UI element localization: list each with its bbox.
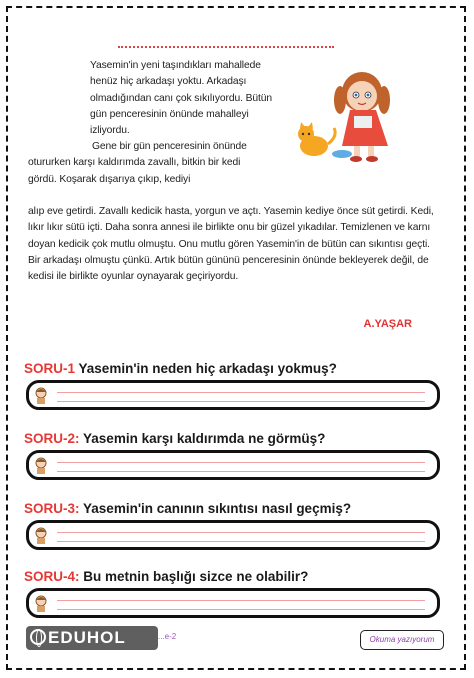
kid-icon (33, 387, 49, 405)
globe-icon (30, 629, 46, 645)
answer-line (57, 471, 425, 472)
girl-with-cat-illustration (284, 66, 414, 166)
question-4-title (24, 568, 448, 586)
kid-icon (33, 527, 49, 545)
story-paragraph-1: Yasemin'in yeni taşındıkları mahallede henüz hiç arkadaşı yoktu. Arkadaşı olmadığından canı çok sıkılıyordu. Bütün gün penceresinin önünde mahalleyi izliyordu. (90, 60, 273, 137)
author-name: A.YAŞAR (363, 318, 412, 330)
footer-note: ...e-2 (158, 632, 177, 641)
story-paragraph-3: alıp eve getirdi. Zavallı kedicik hasta, yorgun ve açtı. Yasemin kediye önce süt getirdi. Kedi, lıkır lıkır sütü içti. Daha sonra annesi ile birlikte onu bir güzel yıkadılar. Temizlenen ve karnı doyan kedicik çok mutlu olmuştu. Onu mutlu gören Yasemin'in de bütün can sıkıntısı geçti. Bir arkadaşı olmuştu çünkü. Artık bütün gününü penceresinin önünde bekleyerek değil, de kedisi ile birlikte oyunlar oynayarak geçiriyordu. (28, 206, 434, 283)
question-1 (24, 360, 448, 410)
question-number: SORU-2: (24, 431, 80, 446)
answer-line (57, 462, 425, 463)
answer-line (57, 392, 425, 393)
footer-badge: Okuma yazıyorum (360, 630, 444, 650)
story-paragraph-2: Gene bir gün penceresinin önünde otururken karşı kaldırımda zavallı, bitkin bir kedi gördü. Koşarak dışarıya çıkıp, kediyi (28, 141, 247, 185)
answer-box-2[interactable] (26, 450, 440, 480)
question-text: Yasemin'in canının sıkıntısı nasıl geçmiş? (83, 501, 352, 516)
answer-box-4[interactable] (26, 588, 440, 618)
question-2 (24, 430, 448, 480)
kid-icon (33, 595, 49, 613)
answer-box-1[interactable] (26, 380, 440, 410)
answer-box-3[interactable] (26, 520, 440, 550)
question-number: SORU-3: (24, 501, 80, 516)
question-1-title (24, 360, 448, 378)
answer-line (57, 532, 425, 533)
question-number: SORU-4: (24, 569, 80, 584)
kid-icon (33, 457, 49, 475)
question-text: Bu metnin başlığı sizce ne olabilir? (83, 569, 309, 584)
question-text: Yasemin karşı kaldırımda ne görmüş? (83, 431, 326, 446)
question-text: Yasemin'in neden hiç arkadaşı yokmuş? (78, 361, 337, 376)
answer-line (57, 600, 425, 601)
eduhol-logo (26, 626, 158, 650)
question-number: SORU-1 (24, 361, 76, 376)
logo-text: EDUHOL (48, 628, 126, 647)
answer-line (57, 609, 425, 610)
answer-line (57, 541, 425, 542)
question-2-title (24, 430, 448, 448)
question-4 (24, 568, 448, 618)
answer-line (57, 401, 425, 402)
question-3-title (24, 500, 448, 518)
question-3 (24, 500, 448, 550)
title-placeholder-line (118, 46, 334, 48)
